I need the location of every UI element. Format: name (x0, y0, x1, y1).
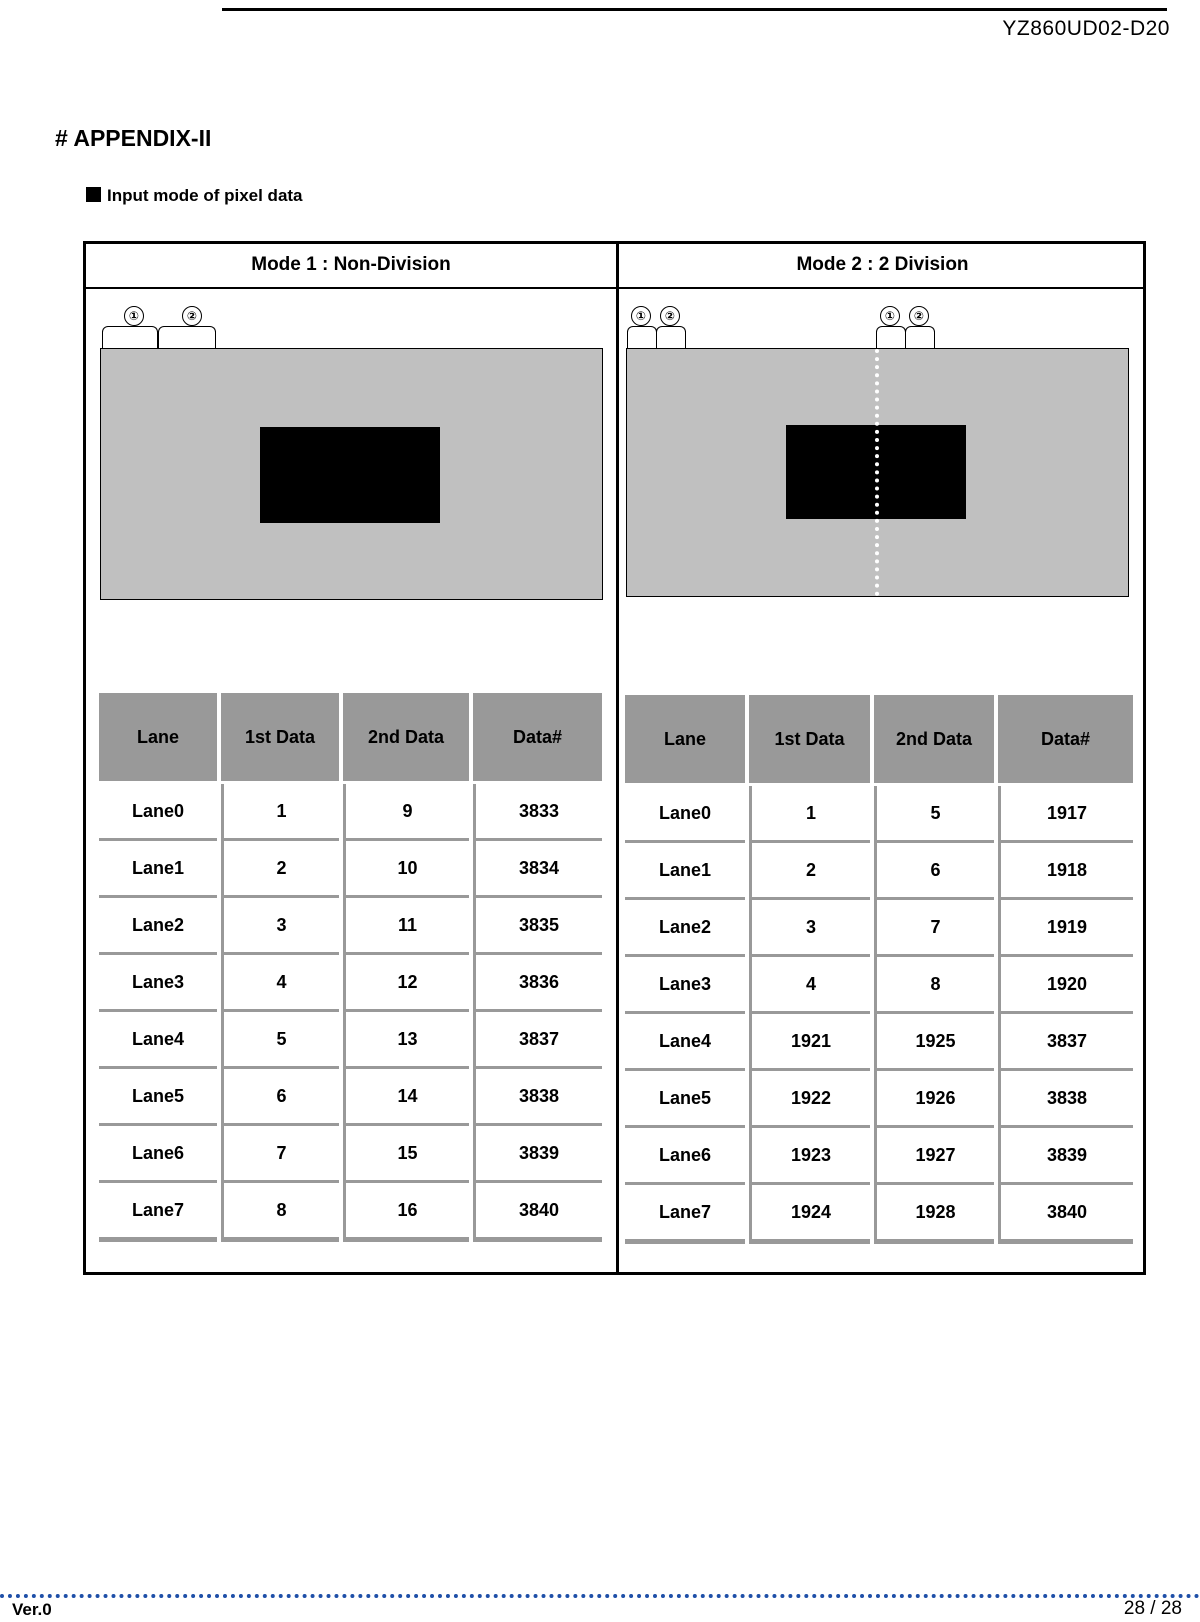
mode2-diagram (626, 306, 1129, 596)
mode1-tab-1 (102, 326, 158, 349)
table-row: Lane3 4 8 1920 (625, 957, 1133, 1014)
table-header-row (625, 695, 1133, 786)
mode1-image-block (260, 427, 440, 523)
mode2-marker-2: ② (660, 306, 680, 326)
section-subtitle (86, 186, 303, 206)
mode2-screen (626, 348, 1129, 597)
page-number: 28 / 28 (1123, 1598, 1182, 1619)
mode1-marker-1: ① (124, 306, 144, 326)
header-rule (222, 8, 1167, 11)
mode1-diagram (100, 306, 603, 598)
col-second-data: 2nd Data (874, 695, 994, 786)
mode2-marker-4: ② (909, 306, 929, 326)
mode2-marker-3: ① (880, 306, 900, 326)
section-heading: # APPENDIX-II (55, 125, 212, 151)
table-row: Lane6 7 15 3839 (99, 1126, 602, 1183)
table-row: Lane5 1922 1926 3838 (625, 1071, 1133, 1128)
col-data-number: Data# (473, 693, 602, 784)
mode2-division-line (875, 349, 879, 596)
col-first-data: 1st Data (749, 695, 870, 786)
table-row: Lane0 1 9 3833 (99, 784, 602, 841)
table-row: Lane7 1924 1928 3840 (625, 1185, 1133, 1244)
mode2-tab-4 (905, 326, 935, 349)
mode2-tab-1 (627, 326, 657, 349)
version-label: Ver.0 (12, 1600, 52, 1619)
col-data-number: Data# (998, 695, 1133, 786)
mode2-lane-table (621, 695, 1137, 1244)
table-row: Lane2 3 7 1919 (625, 900, 1133, 957)
col-lane: Lane (625, 695, 745, 786)
mode1-title: Mode 1 : Non-Division (251, 254, 451, 275)
mode1-marker-2: ② (182, 306, 202, 326)
footer-rule (0, 1594, 1200, 1598)
mode2-marker-1: ① (631, 306, 651, 326)
table-row: Lane2 3 11 3835 (99, 898, 602, 955)
table-header-row (99, 693, 602, 784)
table-row: Lane4 1921 1925 3837 (625, 1014, 1133, 1071)
table-row: Lane5 6 14 3838 (99, 1069, 602, 1126)
mode2-tab-2 (656, 326, 686, 349)
table-row: Lane7 8 16 3840 (99, 1183, 602, 1242)
mode1-screen (100, 348, 603, 600)
table-row: Lane1 2 10 3834 (99, 841, 602, 898)
mode1-tab-2 (158, 326, 216, 349)
subtitle-text: Input mode of pixel data (107, 186, 303, 205)
table-row: Lane0 1 5 1917 (625, 786, 1133, 843)
col-first-data: 1st Data (221, 693, 339, 784)
table-row: Lane4 5 13 3837 (99, 1012, 602, 1069)
col-second-data: 2nd Data (343, 693, 469, 784)
table-row: Lane6 1923 1927 3839 (625, 1128, 1133, 1185)
col-lane: Lane (99, 693, 217, 784)
mode1-lane-table (95, 693, 606, 1242)
mode2-title: Mode 2 : 2 Division (796, 254, 969, 275)
mode2-tab-3 (876, 326, 906, 349)
modes-frame (83, 241, 1146, 1275)
table-row: Lane3 4 12 3836 (99, 955, 602, 1012)
document-code: YZ860UD02-D20 (1002, 17, 1170, 40)
frame-divider (616, 244, 619, 1272)
table-row: Lane1 2 6 1918 (625, 843, 1133, 900)
bullet-square-icon (86, 187, 101, 202)
